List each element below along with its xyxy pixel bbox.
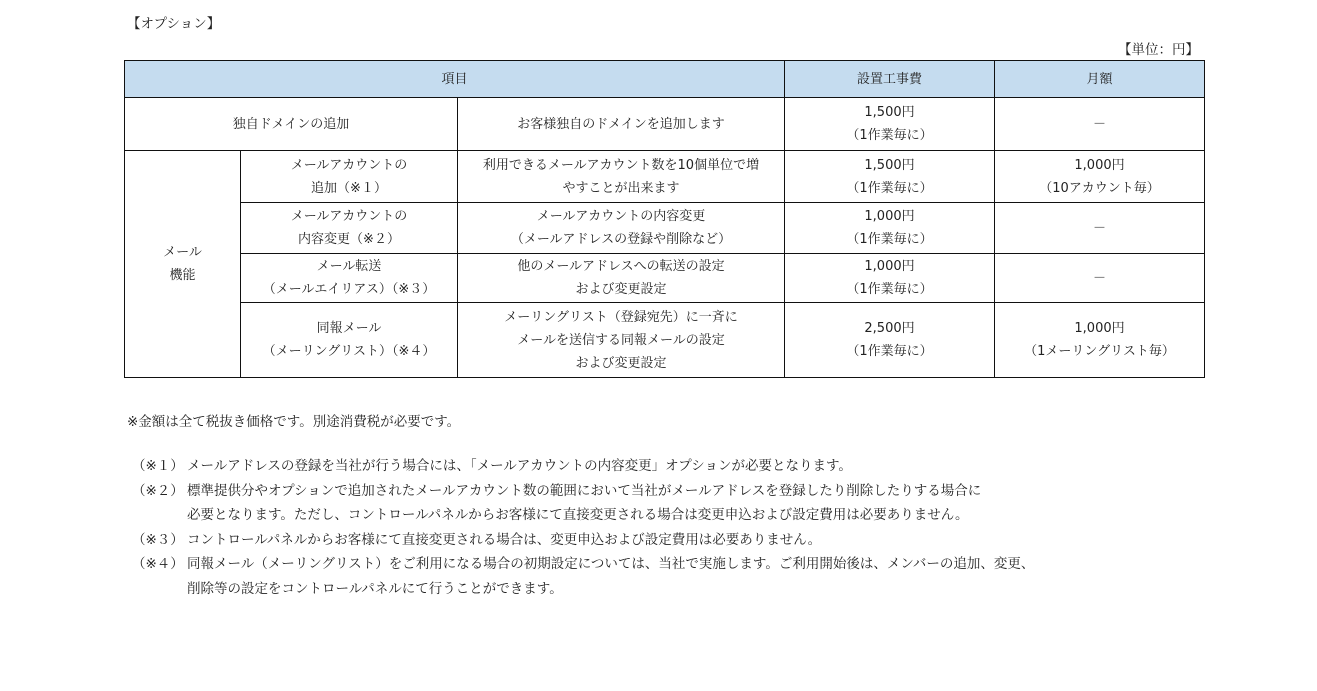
row-monthly: －	[995, 254, 1205, 303]
row-setup-fee: 1,000円 （1作業毎に）	[785, 254, 995, 303]
row-description: メールアカウントの内容変更 （メールアドレスの登録や削除など）	[458, 203, 785, 254]
footnote	[132, 528, 1034, 553]
unit-label: 【単位：円】	[1118, 42, 1199, 58]
footnote-text: メールアドレスの登録を当社が行う場合には、「メールアカウントの内容変更」オプションが必要となります。	[187, 458, 852, 474]
table-header-row	[125, 61, 1205, 98]
row-name: 同報メール （メーリングリスト）（※４）	[241, 303, 458, 378]
footnote-text: 標準提供分やオプションで追加されたメールアカウント数の範囲において当社がメールアドレスを登録したり削除したりする場合に 必要となります。ただし、コントロールパネルからお客様にて直接変更される場合は変更申込および設定費用は必要ありません。	[187, 482, 982, 523]
footnote	[132, 454, 1034, 479]
row-description: 他のメールアドレスへの転送の設定 および変更設定	[458, 254, 785, 303]
row-setup-fee: 1,500円 （1作業毎に）	[785, 98, 995, 151]
options-table	[124, 60, 1205, 378]
row-name: メールアカウントの 内容変更（※２）	[241, 203, 458, 254]
row-description: 利用できるメールアカウント数を10個単位で増 やすことが出来ます	[458, 151, 785, 203]
section-title: 【オプション】	[127, 16, 221, 32]
footnote	[132, 479, 1034, 528]
header-setup-fee: 設置工事費	[785, 61, 995, 98]
header-monthly: 月額	[995, 61, 1205, 98]
footnote-mark: （※４）	[132, 556, 184, 572]
tax-note: ※金額は全て税抜き価格です。別途消費税が必要です。	[127, 414, 461, 430]
table-row	[125, 98, 1205, 151]
footnote-text: コントロールパネルからお客様にて直接変更される場合は、変更申込および設定費用は必要ありません。	[187, 531, 822, 548]
row-name: メールアカウントの 追加（※１）	[241, 151, 458, 203]
row-description: お客様独自のドメインを追加します	[458, 98, 785, 151]
row-monthly: －	[995, 98, 1205, 151]
row-setup-fee: 2,500円 （1作業毎に）	[785, 303, 995, 378]
row-setup-fee: 1,000円 （1作業毎に）	[785, 203, 995, 254]
row-monthly: 1,000円 （10アカウント毎）	[995, 151, 1205, 203]
row-name: メール転送 （メールエイリアス）（※３）	[241, 254, 458, 303]
footnote-mark: （※３）	[132, 531, 184, 548]
footnotes	[132, 454, 1034, 601]
table-row	[125, 151, 1205, 203]
row-monthly: －	[995, 203, 1205, 254]
footnote-mark: （※１）	[132, 458, 184, 474]
footnote-text: 同報メール（メーリングリスト）をご利用になる場合の初期設定については、当社で実施します。ご利用開始後は、メンバーの追加、変更、 削除等の設定をコントロールパネルにて行うことができます。	[187, 556, 1035, 597]
row-name: 独自ドメインの追加	[125, 98, 458, 151]
row-description: メーリングリスト（登録宛先）に一斉に メールを送信する同報メールの設定 および変更設定	[458, 303, 785, 378]
mail-feature-group: メール 機能	[125, 151, 241, 378]
table-row	[125, 303, 1205, 378]
footnote-mark: （※２）	[132, 482, 184, 499]
row-setup-fee: 1,500円 （1作業毎に）	[785, 151, 995, 203]
footnote	[132, 552, 1034, 601]
table-row	[125, 203, 1205, 254]
header-item: 項目	[125, 61, 785, 98]
row-monthly: 1,000円 （1メーリングリスト毎）	[995, 303, 1205, 378]
table-row	[125, 254, 1205, 303]
